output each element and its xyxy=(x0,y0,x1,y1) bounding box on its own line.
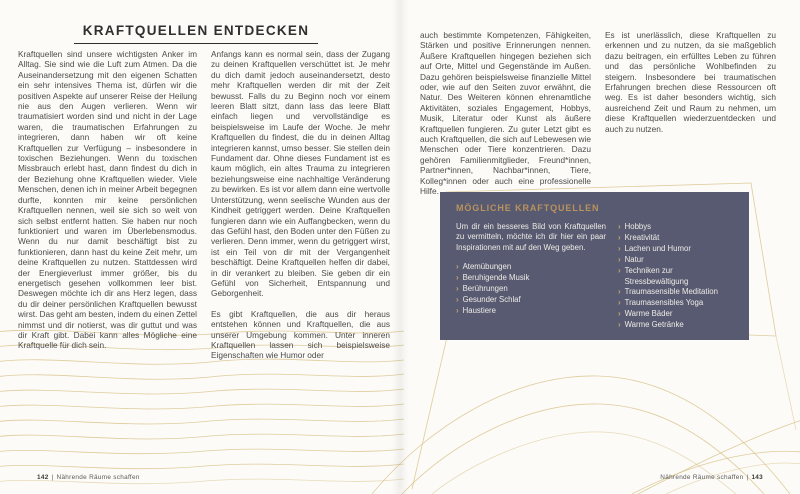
infobox-right-column xyxy=(618,222,733,331)
list-item xyxy=(456,295,606,306)
paragraph: Kraftquellen sind unsere wichtigsten Anker im Alltag. Sie sind wie die Luft zum Atmen. Da die Auseinandersetzung mit den eigenen Schatten ein sehr intensives Thema ist, dürfen wir die positiven Aspekte auf unserer Reise der Heilung nie aus den Augen verlieren. Wenn wir traumatisiert worden sind und nicht in der Lage waren, die traumatischen Erfahrungen zu integrieren, dann haben wir oft keine Kraftquellen zur Verfügung – insbesondere in toxischen Beziehungen. Wenn du toxischen Missbrauch erlebt hast, dann findest du dich in der Beziehung ohne Kraftquellen wieder. Viele Menschen, denen ich in meiner Arbeit begegnen durfte, konnten mir keine persönlichen Kraftquellen nennen, weil sie sich so weit von sich selbst entfernt hatten. Sie haben nur noch funktioniert und waren im Überlebensmodus. Wenn du nur damit beschäftigt bist zu funktionieren, dann hast du keine Zeit mehr, um deine Kraftquellen zu nutzen. Stattdessen wird der Energieverlust immer größer, bis du energetisch gesehen vollkommen leer bist. Deswegen möchte ich dir ans Herz legen, dass du dir deiner persönlichen Kraftquellen bewusst wirst. Das geht am besten, indem du einen Zettel nimmst und dir notierst, was dir guttut und was dir Kraft gibt. Dabei kann alles Mögliche eine Kraftquelle für dich sein. xyxy=(18,49,197,351)
chapter-name: Nährende Räume schaffen xyxy=(56,474,140,481)
chevron-bullet-icon: › xyxy=(618,222,621,231)
page-fold xyxy=(392,0,408,494)
chevron-bullet-icon: › xyxy=(456,283,459,293)
paragraph: Anfangs kann es normal sein, dass der Zugang zu deinen Kraftquellen verschüttet ist. Je mehr du dich damit jedoch auseinandersetzt, desto mehr Kraftquellen werden dir mit der Zeit bewusst. Falls du zu Beginn noch vor einem leeren Blatt sitzt, dann lass das leere Blatt einfach liegen und vervollständige es beispielsweise im Laufe der Woche. Je mehr Kraftquellen du findest, die du in deinen Alltag integrieren kannst, umso besser. Sie stellen dein Fundament dar. Ohne dieses Fundament ist es kaum möglich, ein altes Trauma zu integrieren beziehungsweise eine nachhaltige Veränderung zu bewirken. Es ist vor allem dann eine wertvolle Unterstützung, wenn seelische Wunden aus der Kindheit getriggert werden. Deine Kraftquellen fungieren dann wie ein Auffangbecken, wenn du das Gefühl hast, den Boden unter den Füßen zu verlieren. Denn immer, wenn du getriggert wirst, ist ein Teil von dir mit der Vergangenheit beschäftigt. Deine Kraftquellen helfen dir dabei, in dir verankert zu bleiben. Sie geben dir ein Gefühl von Sicherheit, Entspannung und Geborgenheit. xyxy=(211,49,390,299)
infobox-heading: MÖGLICHE KRAFTQUELLEN xyxy=(456,203,600,213)
list-item-label: Warme Bäder xyxy=(624,309,673,319)
infobox-body xyxy=(456,222,733,331)
text-column-2 xyxy=(211,49,390,361)
list-item xyxy=(618,309,733,320)
chevron-bullet-icon: › xyxy=(456,305,459,315)
page-title: KRAFTQUELLEN ENTDECKEN xyxy=(74,23,319,44)
chevron-bullet-icon: › xyxy=(618,265,621,275)
list-item-label: Techniken zur Stressbewältigung xyxy=(624,265,689,286)
list-item-label: Traumasensibles Yoga xyxy=(624,298,704,308)
left-page-columns xyxy=(18,49,390,361)
infobox-moegliche-kraftquellen xyxy=(440,192,749,340)
list-item xyxy=(456,306,606,317)
list-item-label: Warme Getränke xyxy=(624,320,684,330)
list-item-label: Hobbys xyxy=(624,222,652,231)
list-item xyxy=(618,298,733,309)
infobox-left-column xyxy=(456,222,606,331)
list-item xyxy=(618,244,733,255)
list-item-label: Haustiere xyxy=(462,305,496,315)
chevron-bullet-icon: › xyxy=(618,254,621,264)
infobox-list-left xyxy=(456,262,606,317)
list-item xyxy=(456,273,606,284)
chevron-bullet-icon: › xyxy=(618,232,621,242)
chapter-name: Nährende Räume schaffen xyxy=(660,474,744,481)
list-item-label: Traumasensible Meditation xyxy=(624,287,718,297)
list-item xyxy=(618,320,733,331)
chevron-bullet-icon: › xyxy=(618,320,621,330)
list-item-label: Lachen und Humor xyxy=(624,243,691,253)
list-item xyxy=(618,287,733,298)
chevron-bullet-icon: › xyxy=(618,243,621,253)
list-item xyxy=(456,284,606,295)
chevron-bullet-icon: › xyxy=(618,287,621,297)
text-column-1 xyxy=(18,49,197,361)
chapter-title-block xyxy=(0,22,392,44)
chevron-bullet-icon: › xyxy=(456,272,459,282)
page-number: 143 xyxy=(751,474,763,481)
paragraph: auch bestimmte Kompetenzen, Fähigkeiten, Stärken und positive Erinnerungen nennen. Äußere Kraftquellen hingegen beziehen sich auf Orte, Mittel und Gegenstände im Außen. Dazu gehören beispielsweise finanzielle Mittel oder, wie auf den Seiten zuvor erwähnt, die Natur. Des Weiteren können ehrenamtliche Aktivitäten, soziales Engagement, Hobbys, Musik, Literatur oder Kunst als äußere Kraftquellen fungieren. Zu guter Letzt gibt es auch Kraftquellen, die sich auf Lebewesen wie Menschen oder Tiere konzentrieren. Dazu gehören Familienmitglieder, Freund*innen, Partner*innen, Nachbar*innen, Tiere, Kolleg*innen oder auch eine professionelle Hilfe. xyxy=(420,30,591,197)
chevron-bullet-icon: › xyxy=(618,309,621,319)
paragraph: Es ist unerlässlich, diese Kraftquellen zu erkennen und zu nutzen, da sie maßgeblich dazu beitragen, ein erfülltes Leben zu führen und das persönliche Wohlbefinden zu steigern. Insbesondere bei traumatischen Erfahrungen brechen diese Ressourcen oft weg. Es ist daher besonders wichtig, sich ausreichend Zeit und Raum zu nehmen, um diese Kraftquellen wiederzuentdecken und auch zu nutzen. xyxy=(605,30,776,134)
list-item xyxy=(618,266,733,288)
list-item xyxy=(618,222,733,233)
chevron-bullet-icon: › xyxy=(456,294,459,304)
list-item xyxy=(618,233,733,244)
footer-right xyxy=(660,474,763,481)
footer-separator: | xyxy=(51,474,54,481)
list-item xyxy=(456,262,606,273)
list-item-label: Gesunder Schlaf xyxy=(462,294,521,304)
infobox-list-right xyxy=(618,222,733,331)
text-column-3 xyxy=(420,30,591,197)
list-item-label: Atemübungen xyxy=(462,261,512,271)
list-item-label: Natur xyxy=(624,254,644,264)
paragraph: Es gibt Kraftquellen, die aus dir heraus entstehen können und Kraftquellen, die aus unserer Umgebung kommen. Unter inneren Kraftquellen lassen sich beispielsweise Eigenschaften wie Humor oder xyxy=(211,308,390,361)
footer-left xyxy=(37,474,140,481)
right-page-columns xyxy=(420,30,776,197)
text-column-4 xyxy=(605,30,776,197)
list-item-label: Berührungen xyxy=(462,283,508,293)
chevron-bullet-icon: › xyxy=(618,298,621,308)
footer-separator: | xyxy=(746,474,749,481)
list-item xyxy=(618,255,733,266)
chevron-bullet-icon: › xyxy=(456,261,459,271)
infobox-intro: Um dir ein besseres Bild von Kraftquellen zu vermitteln, möchte ich dir hier ein paar Inspirationen mit auf den Weg geben. xyxy=(456,222,606,252)
page-number: 142 xyxy=(37,474,49,481)
list-item-label: Beruhigende Musik xyxy=(462,272,530,282)
list-item-label: Kreativität xyxy=(624,232,660,242)
